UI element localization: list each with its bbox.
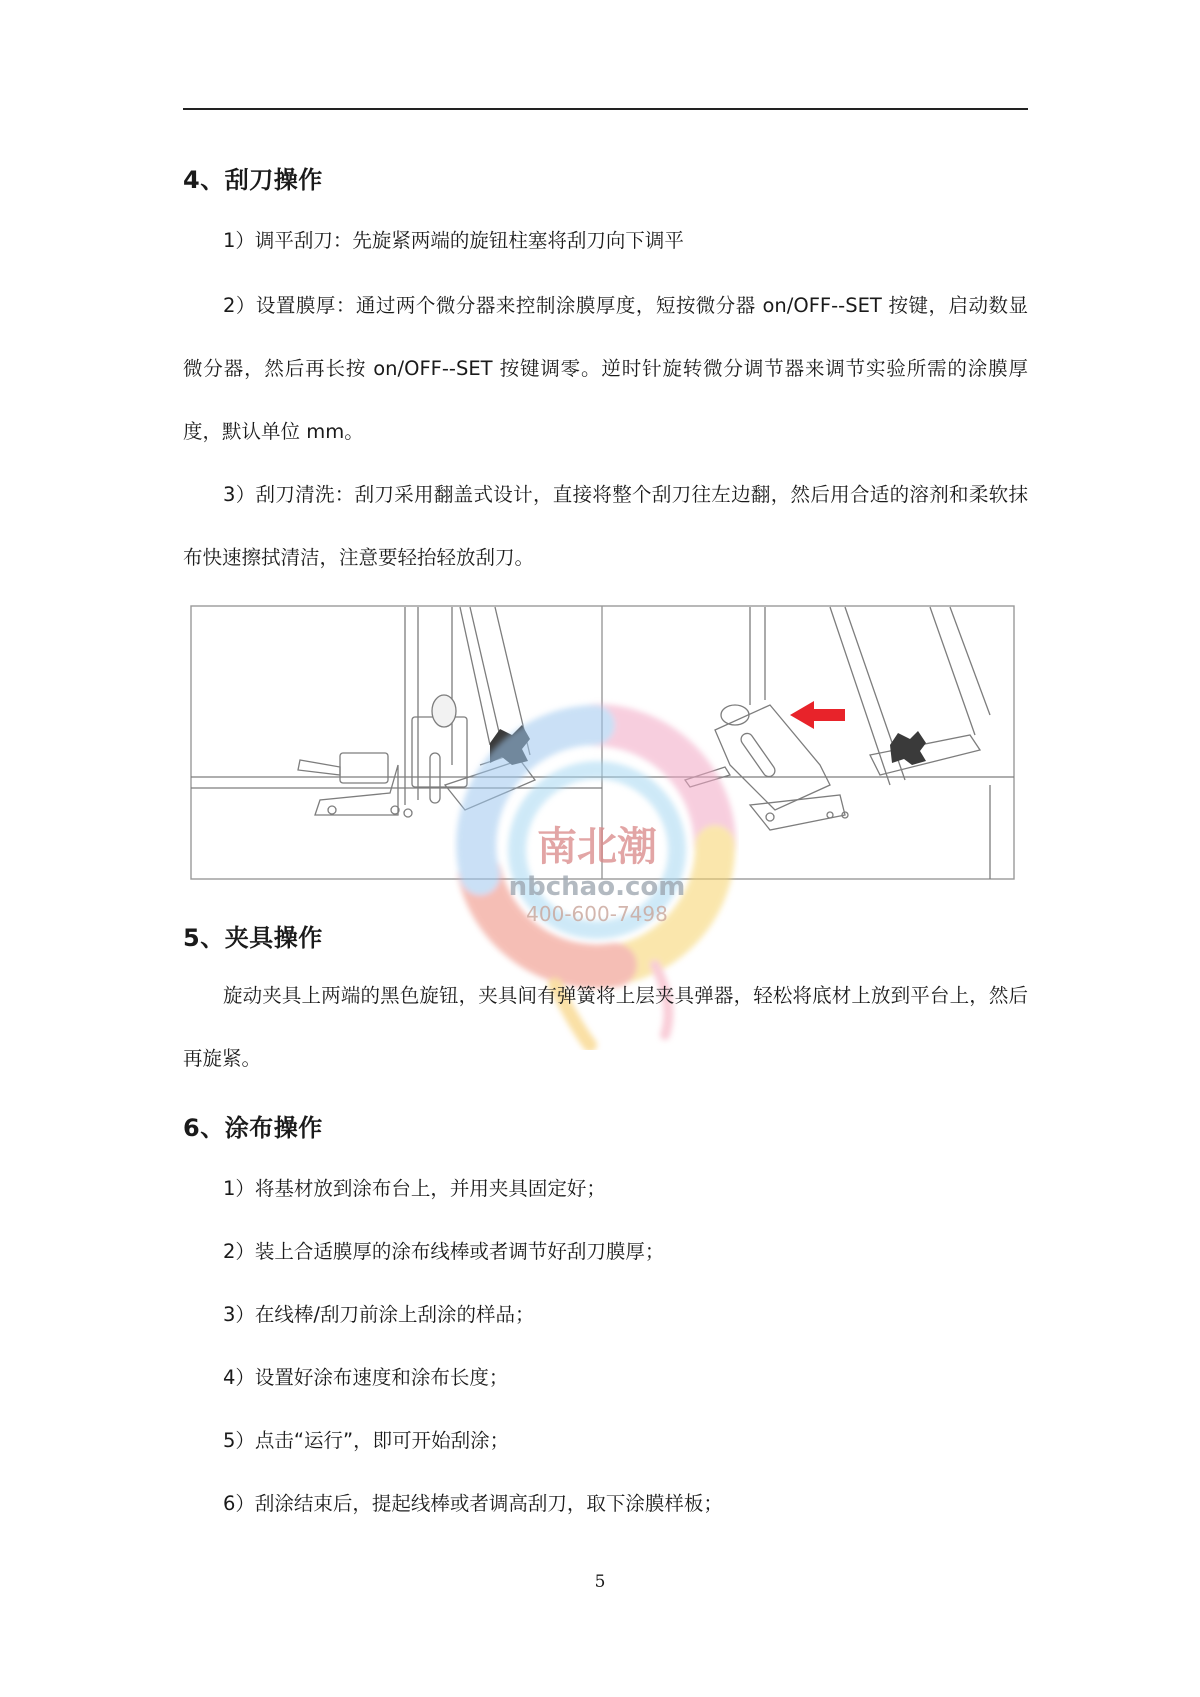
section-6-heading: 6、涂布操作 bbox=[183, 1114, 323, 1142]
section-5-text: 旋动夹具上两端的黑色旋钮，夹具间有弹簧将上层夹具弹器，轻松将底材上放到平台上，然后再旋紧。 bbox=[183, 984, 1028, 1070]
section-6-item-2: 2）装上合适膜厚的涂布线棒或者调节好刮刀膜厚； bbox=[223, 1240, 665, 1263]
section-6-item-6: 6）刮涂结束后，提起线棒或者调高刮刀，取下涂膜样板； bbox=[223, 1492, 723, 1515]
left-panel-drawing bbox=[191, 607, 602, 817]
section-6-item-4: 4）设置好涂布速度和涂布长度； bbox=[223, 1366, 509, 1389]
left-black-knob-icon bbox=[490, 725, 530, 765]
watermark-brand: 南北潮 bbox=[537, 823, 657, 870]
scraper-figure bbox=[190, 605, 1015, 880]
section-4-item-1: 1）调平刮刀：先旋紧两端的旋钮柱塞将刮刀向下调平 bbox=[223, 229, 684, 252]
header-rule bbox=[183, 108, 1028, 110]
watermark-site: nbchao.com bbox=[508, 872, 686, 902]
section-4-item-3: 3）刮刀清洗：刮刀采用翻盖式设计，直接将整个刮刀往左边翻，然后用合适的溶剂和柔软抹布快速擦拭清洁，注意要轻抬轻放刮刀。 bbox=[183, 483, 1028, 569]
section-6-item-1: 1）将基材放到涂布台上，并用夹具固定好； bbox=[223, 1177, 606, 1200]
left-arrow-icon bbox=[790, 701, 845, 729]
watermark-phone: 400-600-7498 bbox=[526, 902, 668, 926]
section-6-item-5: 5）点击“运行”，即可开始刮涂； bbox=[223, 1429, 510, 1452]
section-4-item-2: 2）设置膜厚：通过两个微分器来控制涂膜厚度，短按微分器 on/OFF--SET 按键，启动数显微分器，然后再长按 on/OFF--SET 按键调零。逆时针旋转微分调节器来调节实验所需的涂膜厚度，默认单位 mm。 bbox=[183, 294, 1028, 443]
page-number: 5 bbox=[594, 1572, 606, 1592]
section-4-heading: 4、刮刀操作 bbox=[183, 166, 323, 194]
section-5-heading: 5、夹具操作 bbox=[183, 924, 323, 952]
right-black-knob-icon bbox=[890, 731, 926, 765]
section-6-item-3: 3）在线棒/刮刀前涂上刮涂的样品； bbox=[223, 1303, 535, 1326]
right-panel-drawing bbox=[602, 607, 1014, 879]
